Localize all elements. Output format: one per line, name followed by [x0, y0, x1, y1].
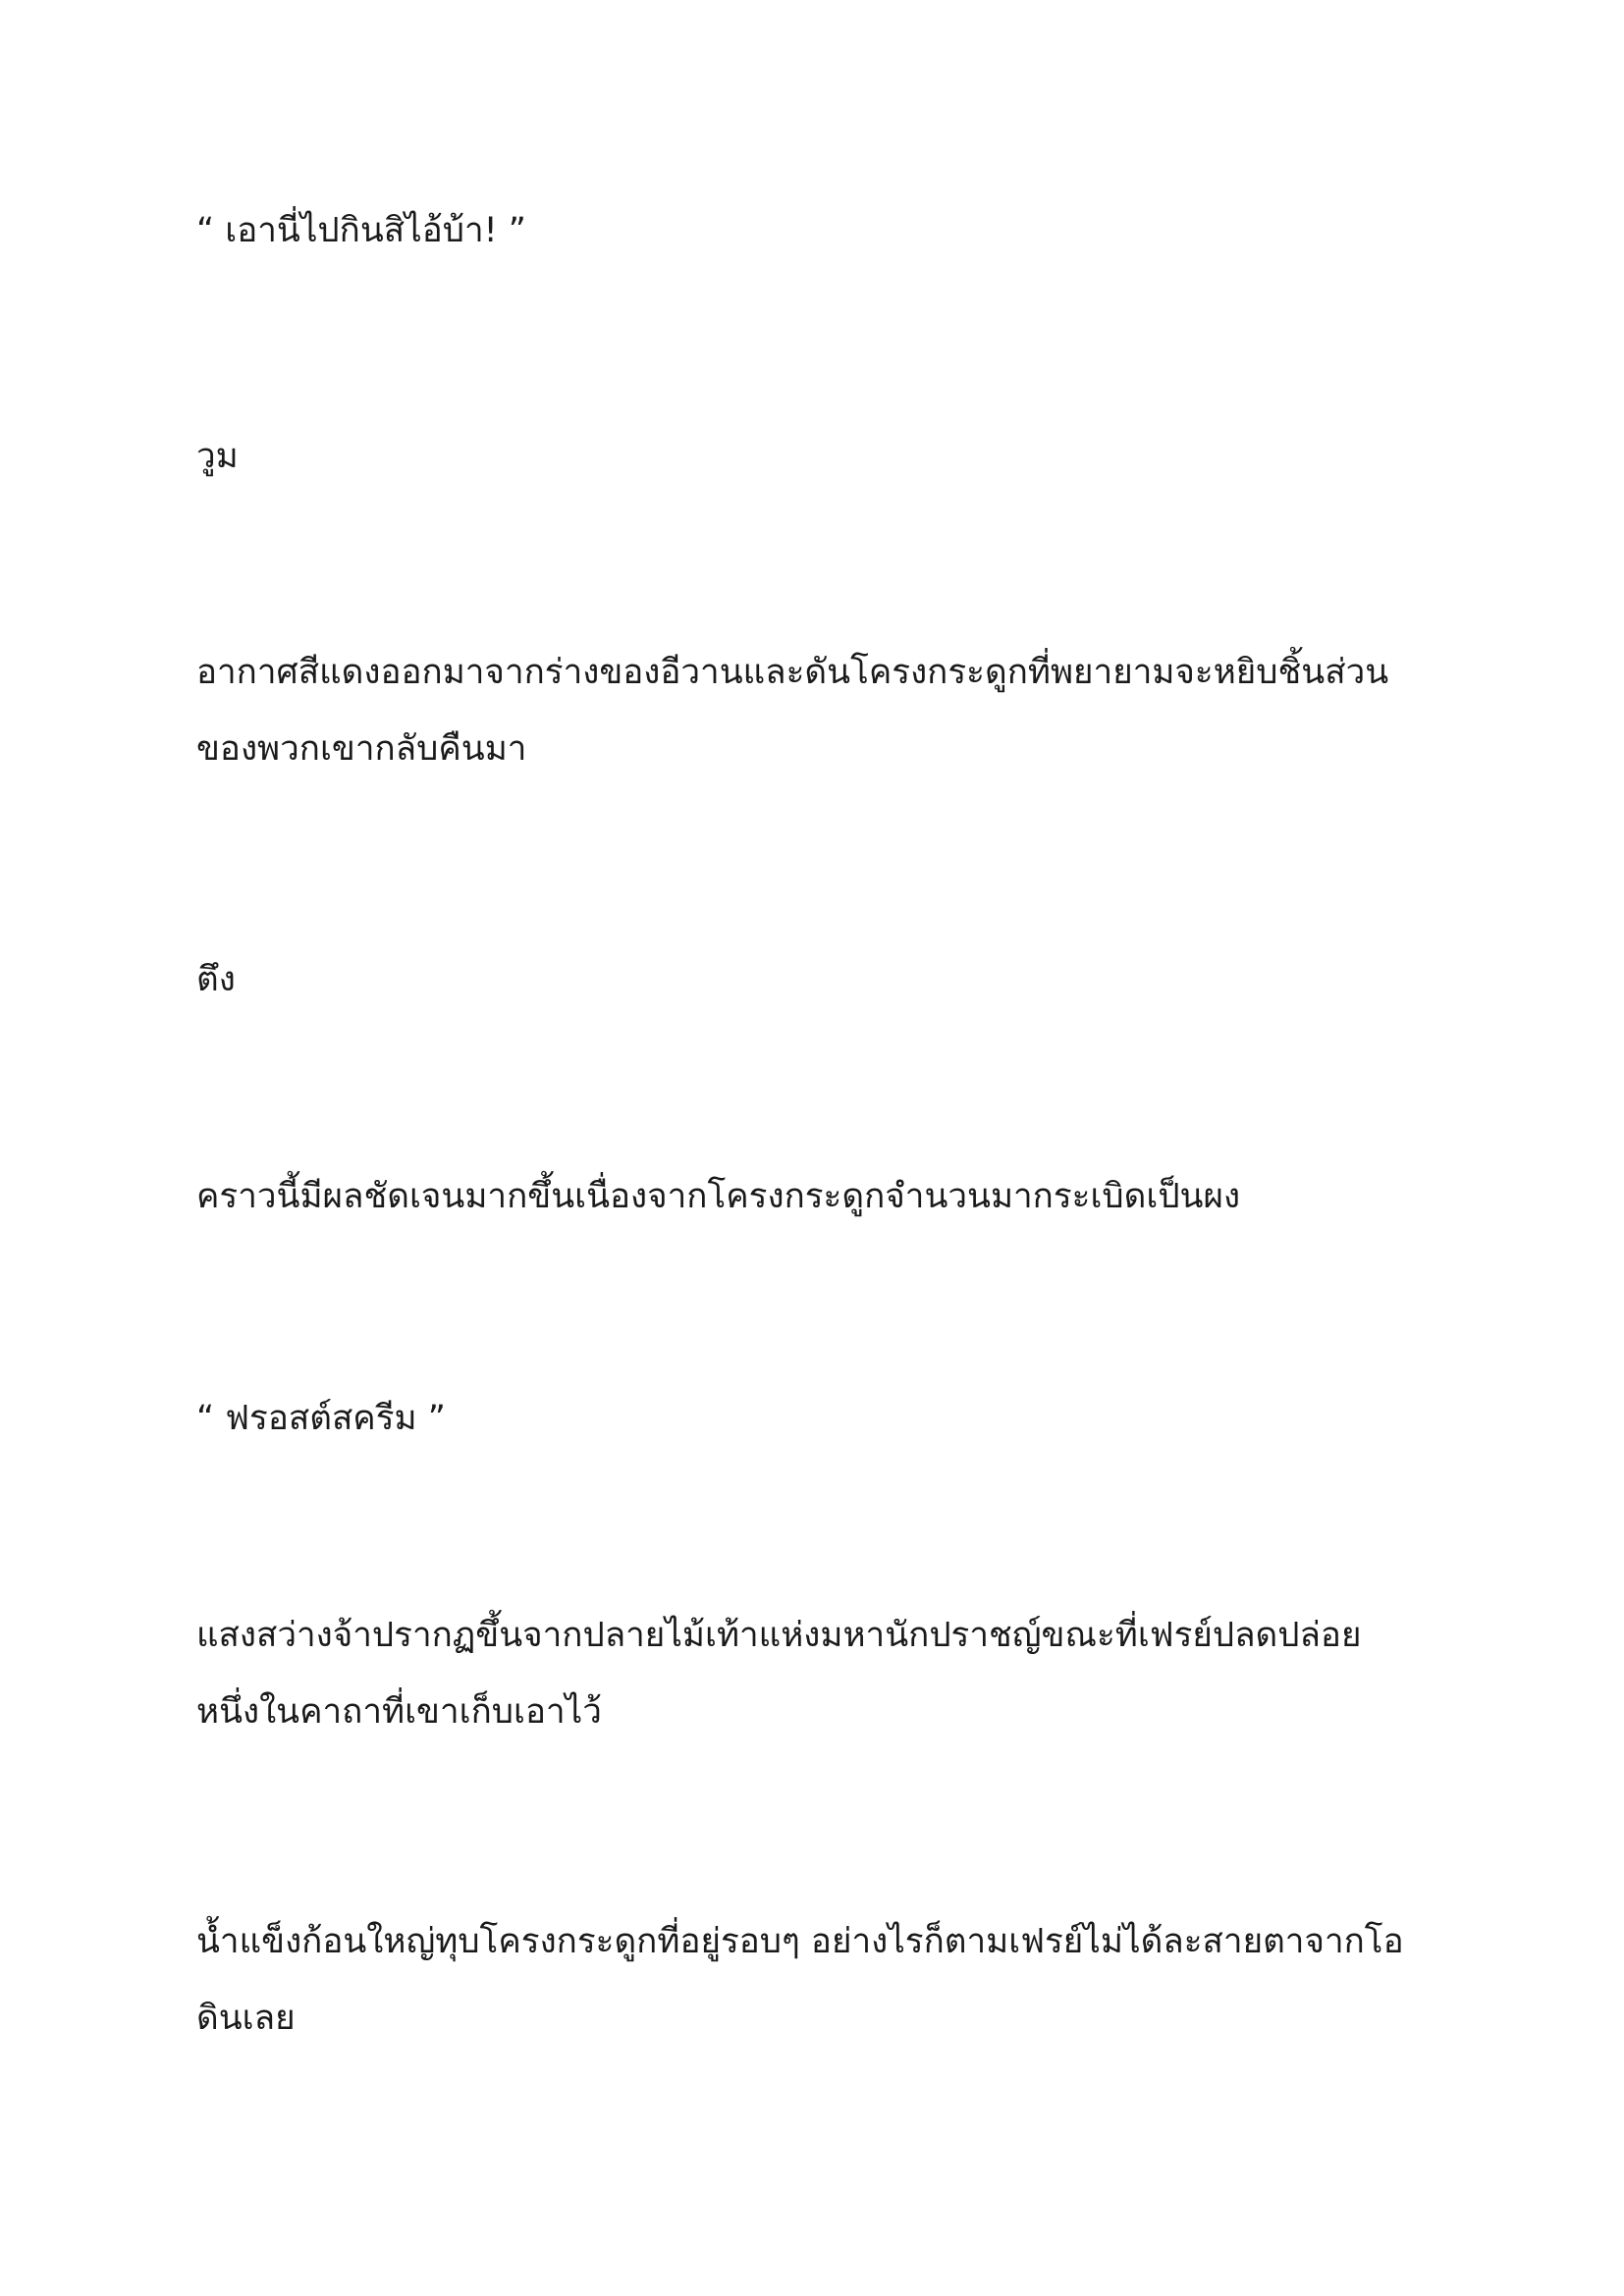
- paragraph-line: หนึ่งในคาถาที่เขาเก็บเอาไว้: [196, 1692, 602, 1732]
- paragraph-line: คราวนี้มีผลชัดเจนมากขึ้นเนื่องจากโครงกระดูกจำนวนมากระเบิดเป็นผง: [196, 1177, 1241, 1216]
- paragraph-line: ตึง: [196, 960, 236, 999]
- paragraph-sound-effect-2: [196, 941, 1434, 1018]
- paragraph-dialogue-2: [196, 1380, 1434, 1457]
- paragraph-line: แสงสว่างจ้าปรากฏขึ้นจากปลายไม้เท้าแห่งมหานักปราชญ์ขณะที่เฟรย์ปลดปล่อย: [196, 1616, 1362, 1655]
- paragraph-line: “ เอานี่ไปกินสิไอ้บ้า! ”: [196, 211, 526, 250]
- paragraph-line: วูม: [196, 437, 239, 476]
- paragraph-line: ของพวกเขากลับคืนมา: [196, 729, 527, 769]
- paragraph-line: อากาศสีแดงออกมาจากร่างของอีวานและดันโครงกระดูกที่พยายามจะหยิบชิ้นส่วน: [196, 653, 1389, 692]
- paragraph-narration-1: [196, 634, 1434, 787]
- paragraph-sound-effect-1: [196, 418, 1434, 495]
- paragraph-narration-3: [196, 1597, 1434, 1750]
- paragraph-line: ดินเลย: [196, 1999, 296, 2038]
- paragraph-dialogue-1: [196, 192, 1434, 269]
- paragraph-narration-2: [196, 1158, 1434, 1235]
- paragraph-line: “ ฟรอสต์สครีม ”: [196, 1399, 446, 1438]
- paragraph-line: น้ำแข็งก้อนใหญ่ทุบโครงกระดูกที่อยู่รอบๆ อย่างไรก็ตามเฟรย์ไม่ได้ละสายตาจากโอ: [196, 1922, 1404, 1961]
- paragraph-narration-4: [196, 1903, 1434, 2056]
